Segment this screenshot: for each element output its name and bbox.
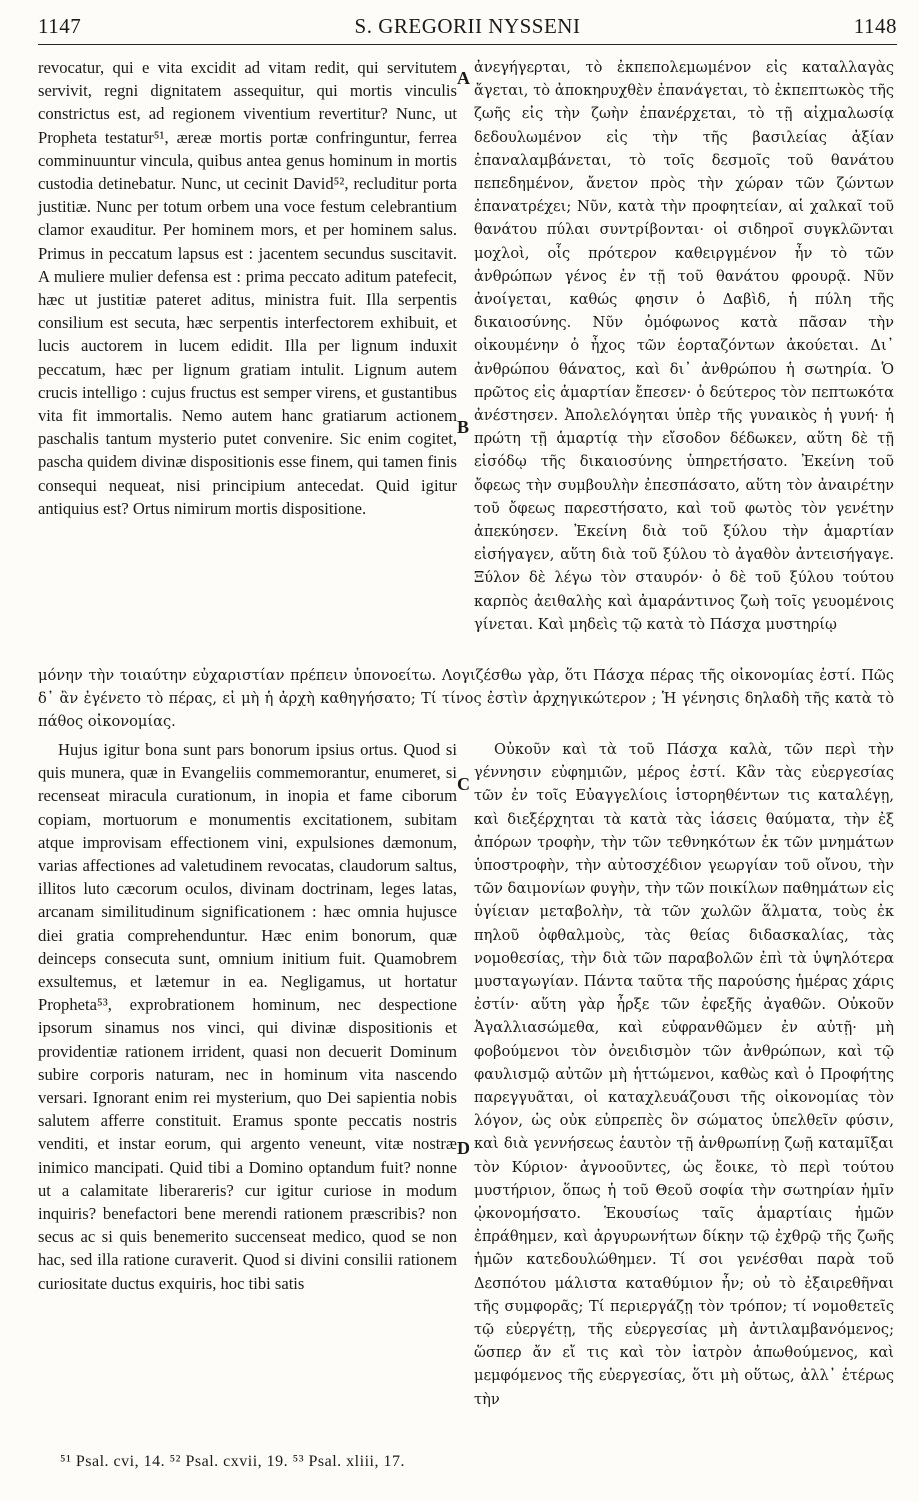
page-number-right: 1148 (853, 14, 897, 38)
running-header (38, 10, 897, 44)
greek-column-top (474, 56, 894, 658)
greek-spanning-text (38, 664, 894, 734)
greek-paragraph-bottom: Οὐκοῦν καὶ τὰ τοῦ Πάσχα καλὰ, τῶν περὶ τὴν γέννησιν εὐφημιῶν, μέρος ἐστί. Κἂν τὰς εὐεργεσίας τῶν ἐν τοῖς Εὐαγγελίοις ἱστορηθέντων τις καταλέγῃ, καὶ διεξέρχηται τὰ κατὰ τὰς ἰάσεις θαύματα, τὴν ἐξ ἀπόρων τροφὴν, τὴν τῶν τεθνηκότων ἐκ τῶν μνημάτων ὑποστροφὴν, τὴν αὐτοσχέδιον γεωργίαν τοῦ οἴνου, τὴν τῶν δαιμονίων φυγὴν, τὴν τῶν ποικίλων παθημάτων εἰς ὑγίειαν μεταβολὴν, τὰ τῶν χωλῶν ἅλματα, τοὺς ἐκ πηλοῦ ὀφθαλμοὺς, τὰς θείας διδασκαλίας, τὰς νομοθεσίας, τὴν διὰ τῶν παραβολῶν ἐπὶ τὰ ὑψηλότερα μυσταγωγίαν. Πάντα ταῦτα τῆς παρούσης ἡμέρας χάρις ἐστίν· αὕτη γὰρ ἦρξε τῶν ἐφεξῆς ἀγαθῶν. Οὐκοῦν Ἀγαλλιασώμεθα, καὶ εὐφρανθῶμεν ἐν αὐτῇ· μὴ φοβούμενοι τὸν ὀνειδισμὸν τῶν ἀνθρώπων, καὶ τῷ φαυλισμῷ αὐτῶν μὴ ἡττώμενοι, καθὼς καὶ ὁ Προφήτης παρεγγυᾶται, οἱ καταχλευάζουσι τῆς οἰκονομίας τὸν λόγον, ὡς οὐκ εὐπρεπὲς ὂν σώματος ὑπελθεῖν φύσιν, καὶ διὰ γεννήσεως ἑαυτὸν τῇ ἀνθρωπίνῃ ζωῇ καταμῖξαι τὸν Κύριον· ἀγνοοῦντες, ὡς ἔοικε, τὸ περὶ τούτου μυστήριον, ὅπως ἡ τοῦ Θεοῦ σοφία τὴν σωτηρίαν ἡμῖν ᾠκονομήσατο. Ἑκουσίως ταῖς ἁμαρτίαις ἡμῶν ἐπράθημεν, καὶ ἀργυρωνήτων δίκην τῷ ἐχθρῷ τῆς ζωῆς ἡμῶν κατεδουλώθημεν. Τί σοι γενέσθαι παρὰ τοῦ Δεσπότου μάλιστα καταθύμιον ἦν; οὐ τὸ ἐξαιρεθῆναι τῆς συμφορᾶς; Τί περιεργάζῃ τὸν τρόπον; τί νομοθετεῖς τῷ εὐεργέτῃ, τῆς εὐεργεσίας μὴ ἀντιλαμβανόμενος; ὥσπερ ἄν εἴ τις καὶ τὸν ἰατρὸν ἀπωθούμενος, καὶ μεμφόμενος τῆς εὐεργεσίας, ὅτι μὴ οὕτως, ἀλλ᾽ ἑτέρως τὴν (474, 741, 894, 1408)
page-number-left: 1147 (38, 14, 82, 38)
latin-column-bottom (38, 738, 457, 1438)
header-rule (38, 44, 897, 45)
greek-column-bottom (474, 738, 894, 1438)
greek-spanning-paragraph: μόνην τὴν τοιαύτην εὐχαριστίαν πρέπειν ὑπονοείτω. Λογιζέσθω γὰρ, ὅτι Πάσχα πέρας τῆς οἰκονομίας ἐστί. Πῶς δ᾽ ἂν ἐγένετο τὸ πέρας, εἰ μὴ ἡ ἀρχὴ καθηγήσατο; Τί τίνος ἐστὶν ἀρχηγικώτερον ; Ἡ γένησις δηλαδὴ τῆς κατὰ τὸ πάθος οἰκονομίας. (38, 667, 894, 731)
latin-paragraph-bottom: Hujus igitur bona sunt pars bonorum ipsius ortus. Quod si quis munera, quæ in Evangeliis commemorantur, enumeret, si recenseat miracula curationum, in inopia et fame ciborum copiam, mortuorum e monumentis excitationem, subitam atque improvisam effectionem vini, expulsiones dæmonum, varias affectiones ad valetudinem revocatas, claudorum saltus, illitos luto cæcorum oculos, divinam doctrinam, leges latas, arcanam similitudinum significationem : hæc omnia hujusce diei gratia comprehenduntur. Hæc enim bonorum, quæ deinceps consecuta sunt, omnium initium fuit. Quamobrem exsultemus, et lætemur in ea. Negligamus, ut hortatur Propheta⁵³, exprobrationem hominum, nec despectione ipsorum sinamus nos vinci, qui divinæ dispositionis et providentiæ rationem irrident, quasi non decuerit Dominum subire corporis naturam, nec in hominum vita nascendo versari. Ignorant enim rei mysterium, quo Dei sapientia nobis salutem afferre constituit. Eramus sponte peccatis nostris venditi, et instar eorum, qui argento veneunt, vitæ nostræ inimico mancipati. Quid tibi a Domino optandum fuit? nonne ut a calamitate liberareris? cur igitur curiose in modum inquiris? benefactori bene merendi rationem præscribis? non secus ac si quis benemerito succenseat medico, quod se non hac, sed illa ratione curaverit. Quod si divini consilii rationem curiositate ductus exquiris, hoc tibi satis (38, 740, 457, 1293)
section-marker-b: B (457, 417, 470, 437)
latin-paragraph-top: revocatur, qui e vita excidit ad vitam redit, qui servitutem servivit, regni dignitatem assequitur, qui mortis vinculis constrictus est, ad regionem viventium revertitur? Nunc, ut Propheta testatur⁵¹, æreæ mortis portæ confringuntur, ferrea comminuuntur vincula, quibus antea genus hominum in mortis custodia detinebatur. Nunc, ut cecinit David⁵², recluditur porta justitiæ. Nunc per totum orbem una voce festum celebrantium clamor exauditur. Per hominem mors, et per hominem salus. Primus in peccatum lapsus est : jacentem secundus suscitavit. A muliere mulier defensa est : prima peccato aditum patefecit, hæc ut justitiæ pateret aditus, ministra fuit. Illa serpentis consilium est secuta, hæc serpentis interfectorem exhibuit, et lucis auctorem in lucem edidit. Illa per lignum induxit peccatum, hæc per lignum gratiam intulit. Lignum autem crucis intelligo : cujus fructus est semper virens, et gustantibus vita fit immortalis. Nemo autem hanc gratiarum actionem paschalis tantum mysterio putet convenire. Sic enim cogitet, pascha quidem divinæ dispositionis esse finem, qui tamen finis consequi nequeat, nisi principium antecedat. Quid igitur antiquius est? Ortus nimirum mortis dispositione. (38, 58, 457, 518)
footnotes: ⁵¹ Psal. cvi, 14. ⁵² Psal. cxvii, 19. ⁵³ Psal. xliii, 17. (60, 1453, 405, 1470)
section-marker-a: A (457, 68, 470, 88)
latin-column-top (38, 56, 457, 658)
running-title: S. GREGORII NYSSENI (354, 14, 581, 38)
section-marker-c: C (457, 774, 470, 794)
section-marker-d: D (457, 1138, 470, 1158)
greek-paragraph-top: ἀνεγήγερται, τὸ ἐκπεπολεμωμένον εἰς καταλλαγὰς ἄγεται, τὸ ἀποκηρυχθὲν ἐπανάγεται, τὸ ἐκπεπτωκὸς τῆς ζωῆς εἰς τὴν ζωὴν ἐπανέρχεται, τὸ τῇ αἰχμαλωσίᾳ δεδουλωμένον εἰς τὴν τῆς βασιλείας ἀξίαν ἐπαναλαμβάνεται, τὸ τοῖς δεσμοῖς τοῦ θανάτου πεπεδημένον, ἄνετον πρὸς τὴν χώραν τῶν ζώντων ἐπανατρέχει; Νῦν, κατὰ τὴν προφητείαν, αἱ χαλκαῖ τοῦ θανάτου πύλαι συντρίβονται· οἱ σιδηροῖ συγκλῶνται μοχλοὶ, οἷς πρότερον καθειργμένον ἦν τὸ τῶν ἀνθρώπων γένος ἐν τῇ τοῦ θανάτου φρουρᾷ. Νῦν ἀνοίγεται, καθώς φησιν ὁ Δαβὶδ, ἡ πύλη τῆς δικαιοσύνης. Νῦν ὁμόφωνος κατὰ πᾶσαν τὴν οἰκουμένην ὁ ἦχος τῶν ἑορταζόντων ἀκούεται. Δι᾽ ἀνθρώπου θάνατος, καὶ δι᾽ ἀνθρώπου ἡ σωτηρία. Ὁ πρῶτος εἰς ἁμαρτίαν ἔπεσεν· ὁ δεύτερος τὸν πεπτωκότα ἀνέστησεν. Ἀπολελόγηται ὑπὲρ τῆς γυναικὸς ἡ γυνή· ἡ πρώτη τῇ ἁμαρτίᾳ τὴν εἴσοδον δέδωκεν, αὕτη δὲ τῇ εἰσόδῳ τῆς δικαιοσύνης ὑπηρετήσατο. Ἐκείνη τοῦ ὄφεως τὴν συμβουλὴν ἐπεσπάσατο, αὕτη τὸν ἀναιρέτην τοῦ ὄφεως παρεστήσατο, καὶ τοῦ φωτὸς τὸν γενέτην ἀπεκύησεν. Ἐκείνη διὰ τοῦ ξύλου τὴν ἁμαρτίαν εἰσήγαγεν, αὕτη διὰ τοῦ ξύλου τὸ ἀγαθὸν ἀντεισήγαγε. Ξύλον δὲ λέγω τὸν σταυρόν· ὁ δὲ τοῦ ξύλου τούτου καρπὸς ἀειθαλὴς καὶ ἀμαράντινος ζωὴ τοῖς γευομένοις γίνεται. Καὶ μηδεὶς τῷ κατὰ τὸ Πάσχα μυστηρίῳ (474, 59, 894, 633)
